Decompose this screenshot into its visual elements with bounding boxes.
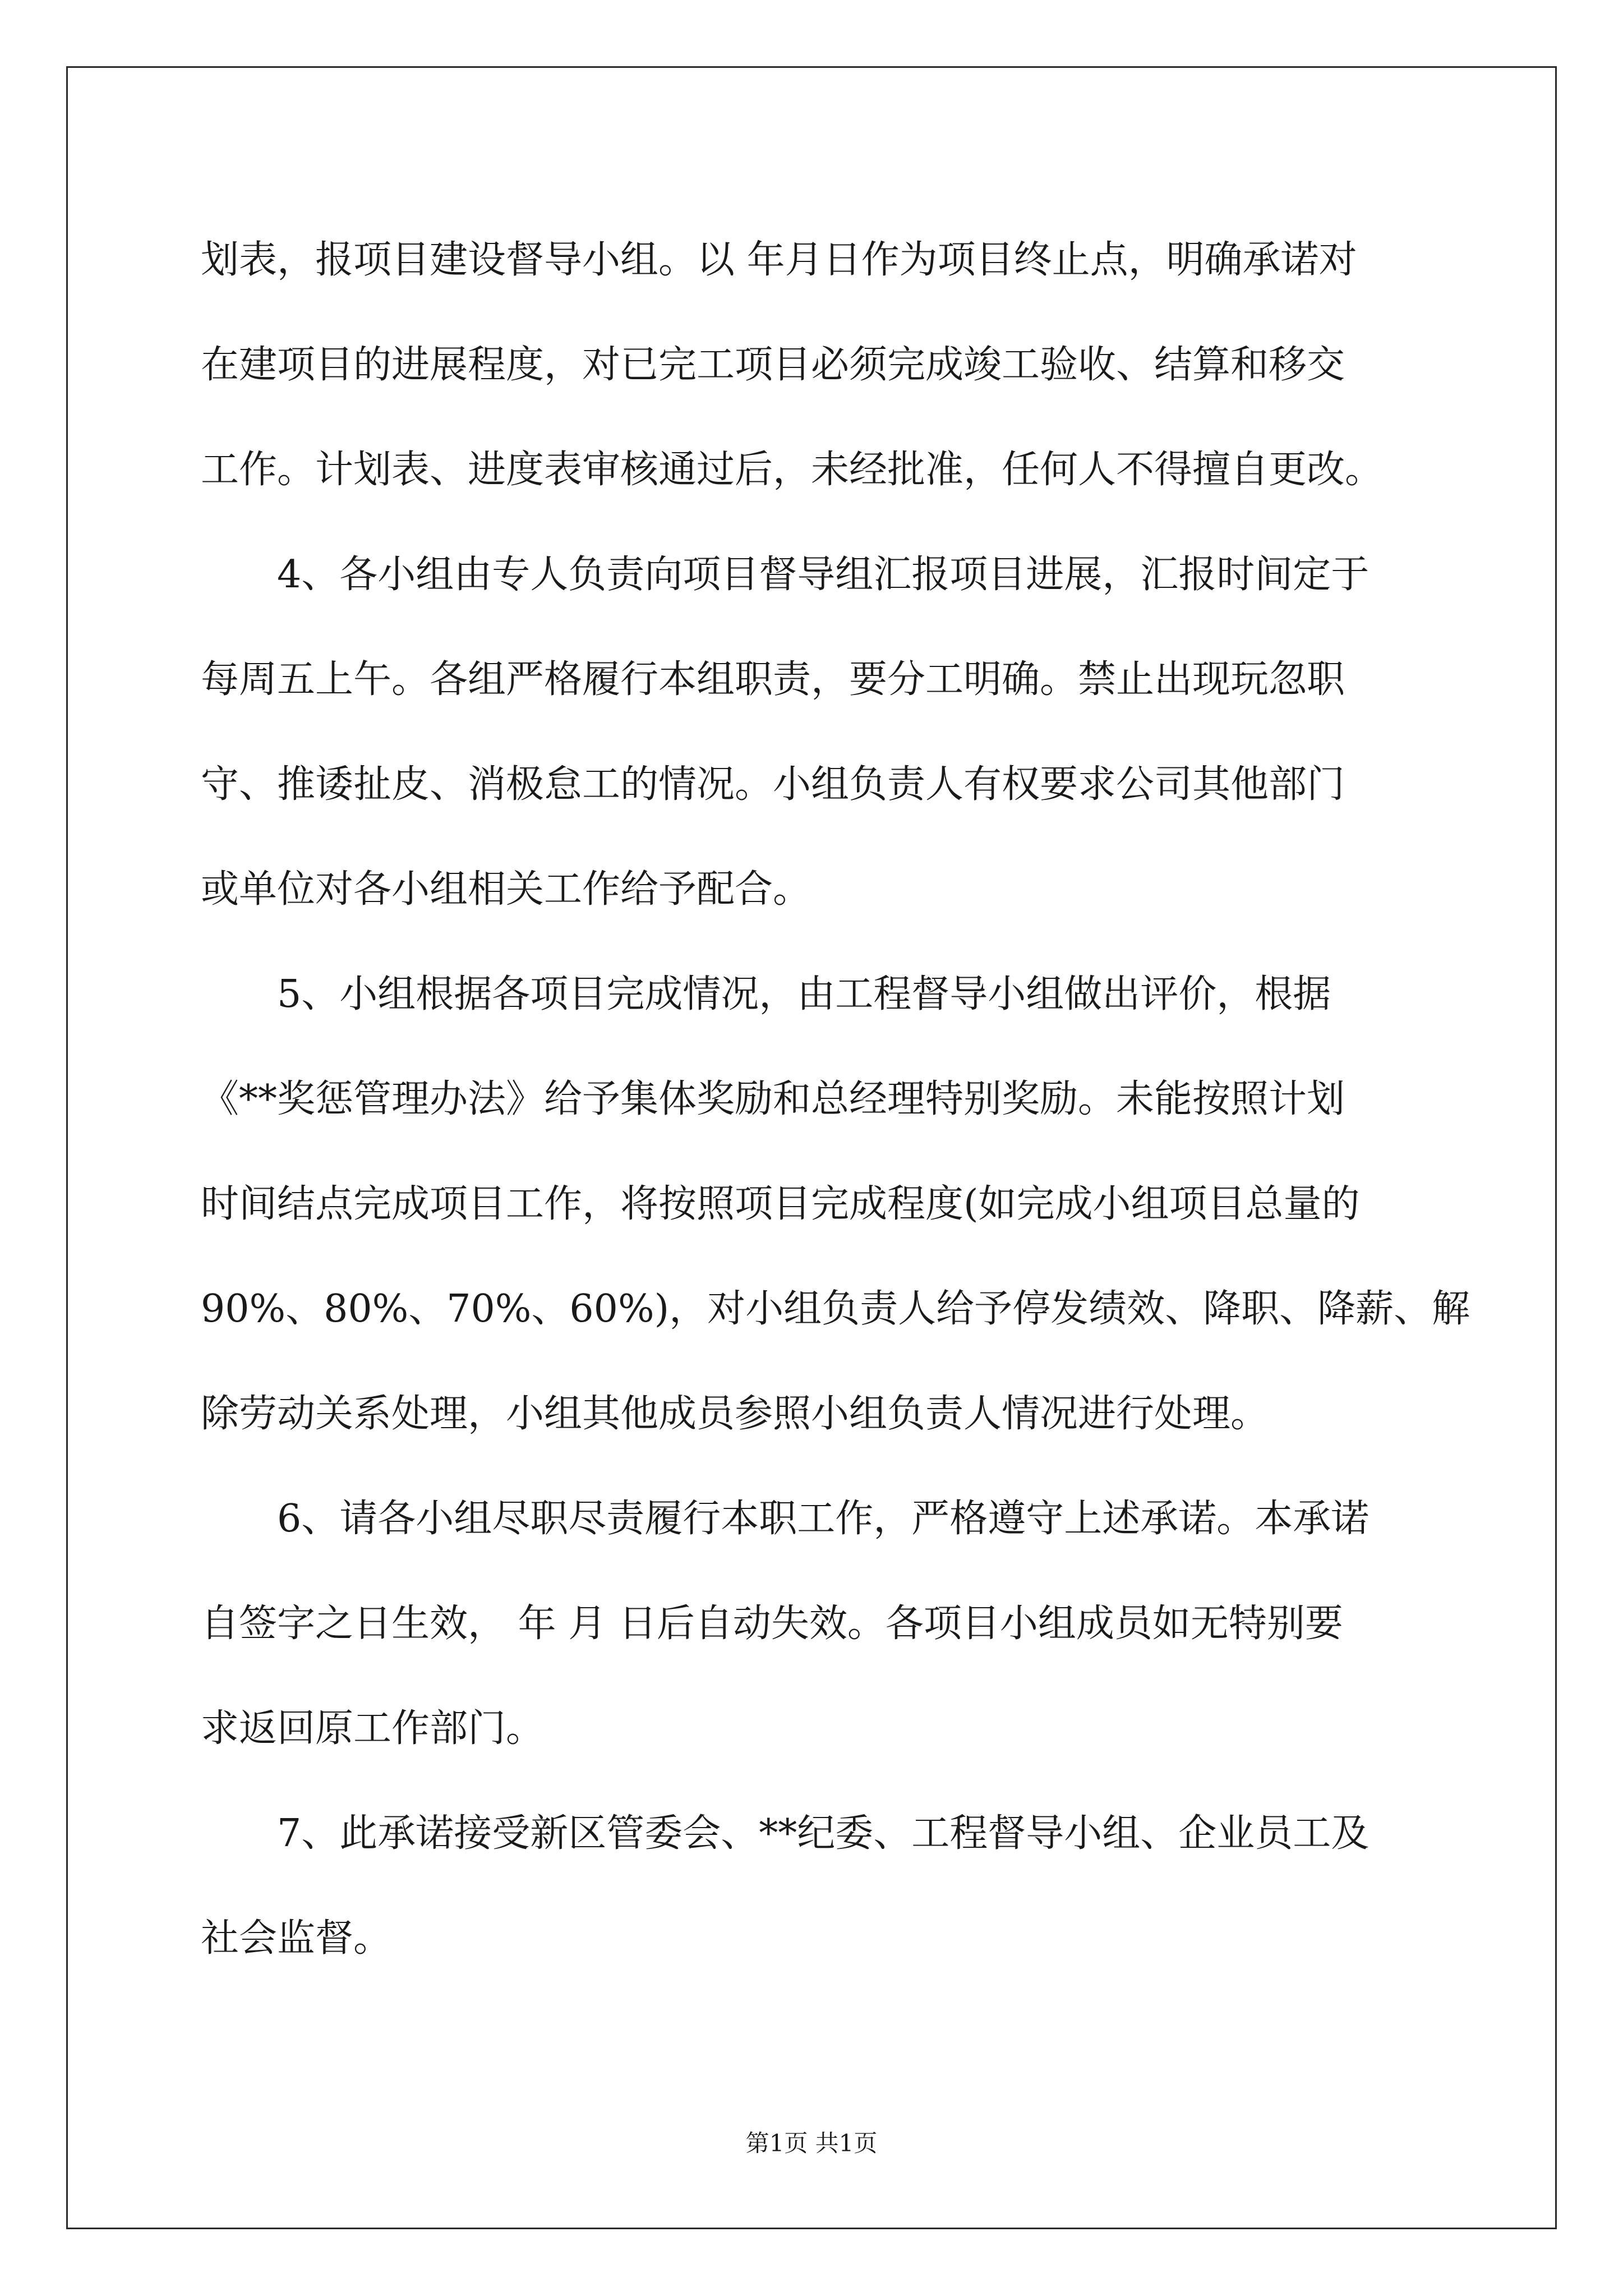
text-line: 除劳动关系处理，小组其他成员参照小组负责人情况进行处理。 [201, 1392, 1269, 1436]
text-line: 守、推诿扯皮、消极怠工的情况。小组负责人有权要求公司其他部门 [201, 762, 1345, 807]
text-line: 6、请各小组尽职尽责履行本职工作，严格遵守上述承诺。本承诺 [201, 1497, 1370, 1541]
text-line: 求返回原工作部门。 [201, 1706, 545, 1751]
text-line: 每周五上午。各组严格履行本组职责，要分工明确。禁止出现玩忽职 [201, 657, 1345, 702]
text-line: 在建项目的进展程度，对已完工项目必须完成竣工验收、结算和移交 [201, 343, 1345, 387]
page-footer: 第1页 共1页 [745, 2129, 878, 2157]
text-line: 时间结点完成项目工作，将按照项目完成程度(如完成小组项目总量的 [201, 1182, 1360, 1226]
text-line: 工作。计划表、进度表审核通过后，未经批准，任何人不得擅自更改。 [201, 448, 1384, 492]
text-line: 90%、80%、70%、60%)，对小组负责人给予停发绩效、降职、降薪、解 [201, 1287, 1470, 1331]
text-line: 《**奖惩管理办法》给予集体奖励和总经理特别奖励。未能按照计划 [201, 1077, 1345, 1121]
text-line: 划表，报项目建设督导小组。以 年月日作为项目终止点，明确承诺对 [201, 238, 1357, 282]
text-line: 自签字之日生效， 年 月 日后自动失效。各项目小组成员如无特别要 [201, 1602, 1343, 1646]
text-line: 4、各小组由专人负责向项目督导组汇报项目进展，汇报时间定于 [201, 553, 1370, 597]
text-line: 7、此承诺接受新区管委会、**纪委、工程督导小组、企业员工及 [201, 1811, 1370, 1856]
text-line: 社会监督。 [201, 1916, 392, 1961]
document-body [201, 208, 1470, 1991]
text-line: 5、小组根据各项目完成情况，由工程督导小组做出评价，根据 [201, 972, 1331, 1016]
text-line: 或单位对各小组相关工作给予配合。 [201, 867, 811, 912]
